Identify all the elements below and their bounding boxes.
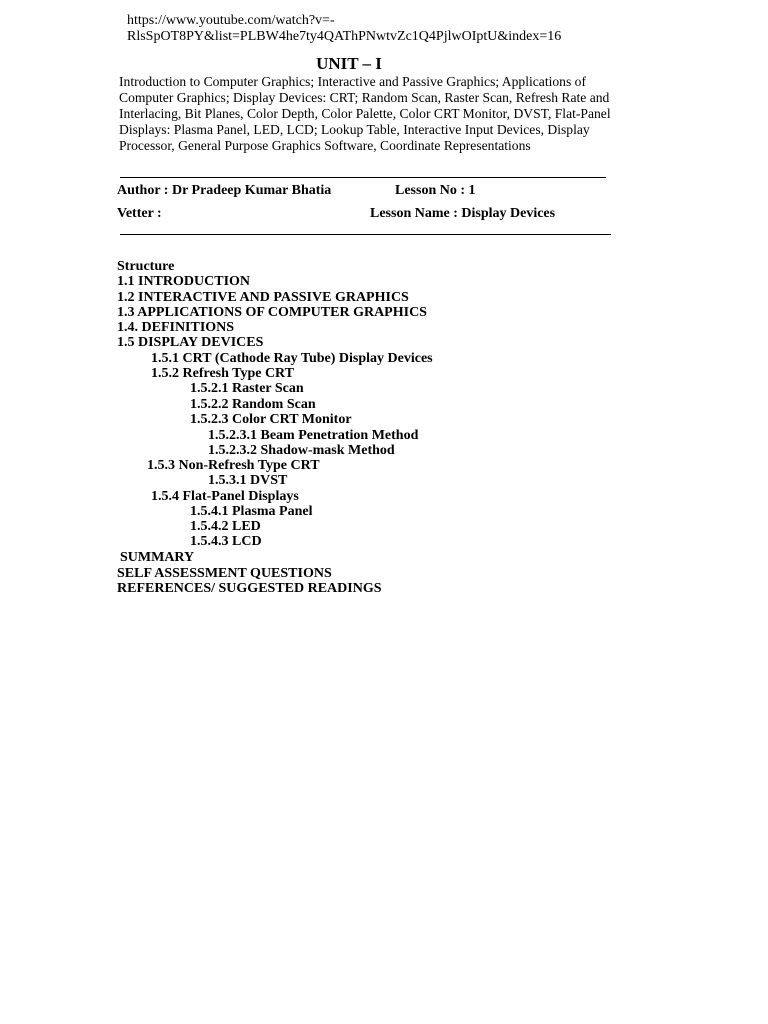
url-line-2: RlsSpOT8PY&list=PLBW4he7ty4QAThPNwtvZc1Q4PjlwOIptU&index=16 — [127, 29, 562, 44]
toc-item: 1.5.4.2 LED — [190, 519, 261, 534]
top-divider — [120, 177, 606, 178]
toc-item: 1.5.2.1 Raster Scan — [190, 381, 304, 396]
intro-line: Introduction to Computer Graphics; Interactive and Passive Graphics; Applications of — [119, 74, 586, 89]
toc-item: 1.3 APPLICATIONS OF COMPUTER GRAPHICS — [117, 305, 427, 320]
author-label: Author : Dr Pradeep Kumar Bhatia — [117, 183, 332, 198]
toc-item: 1.5.3.1 DVST — [208, 473, 288, 488]
toc-item: 1.5.2 Refresh Type CRT — [151, 366, 295, 381]
toc-item: 1.5.2.3.2 Shadow-mask Method — [208, 443, 395, 458]
bottom-divider — [120, 234, 611, 235]
lesson-name: Lesson Name : Display Devices — [370, 206, 556, 221]
lesson-number: Lesson No : 1 — [395, 183, 476, 198]
video-url[interactable] — [127, 13, 627, 45]
toc-item: 1.5 DISPLAY DEVICES — [117, 335, 264, 350]
toc-item: REFERENCES/ SUGGESTED READINGS — [117, 581, 382, 596]
toc-item: 1.5.4 Flat-Panel Displays — [151, 489, 299, 504]
intro-line: Computer Graphics; Display Devices: CRT; Random Scan, Raster Scan, Refresh Rate and — [119, 90, 610, 105]
toc-item: 1.5.2.2 Random Scan — [190, 397, 316, 412]
toc-item: 1.5.3 Non-Refresh Type CRT — [147, 458, 320, 473]
vetter-label: Vetter : — [117, 206, 162, 221]
toc-item: 1.5.2.3 Color CRT Monitor — [190, 412, 352, 427]
unit-intro-paragraph — [119, 74, 649, 154]
url-line-1: https://www.youtube.com/watch?v=- — [127, 13, 335, 28]
toc-item: 1.5.2.3.1 Beam Penetration Method — [208, 428, 419, 443]
structure-heading: Structure — [117, 259, 175, 274]
intro-line: Displays: Plasma Panel, LED, LCD; Lookup Table, Interactive Input Devices, Display — [119, 122, 590, 137]
toc-item: SUMMARY — [120, 550, 195, 565]
toc-item: 1.4. DEFINITIONS — [117, 320, 235, 335]
toc-item: 1.5.4.3 LCD — [190, 534, 262, 549]
toc-item: SELF ASSESSMENT QUESTIONS — [117, 566, 332, 581]
toc-item: 1.5.4.1 Plasma Panel — [190, 504, 313, 519]
intro-line: Processor, General Purpose Graphics Software, Coordinate Representations — [119, 138, 531, 153]
toc-item: 1.2 INTERACTIVE AND PASSIVE GRAPHICS — [117, 290, 409, 305]
intro-line: Interlacing, Bit Planes, Color Depth, Color Palette, Color CRT Monitor, DVST, Flat-Panel — [119, 106, 611, 121]
toc-item: 1.1 INTRODUCTION — [117, 274, 251, 289]
toc-item: 1.5.1 CRT (Cathode Ray Tube) Display Devices — [151, 351, 433, 366]
unit-title: UNIT – I — [316, 54, 382, 73]
